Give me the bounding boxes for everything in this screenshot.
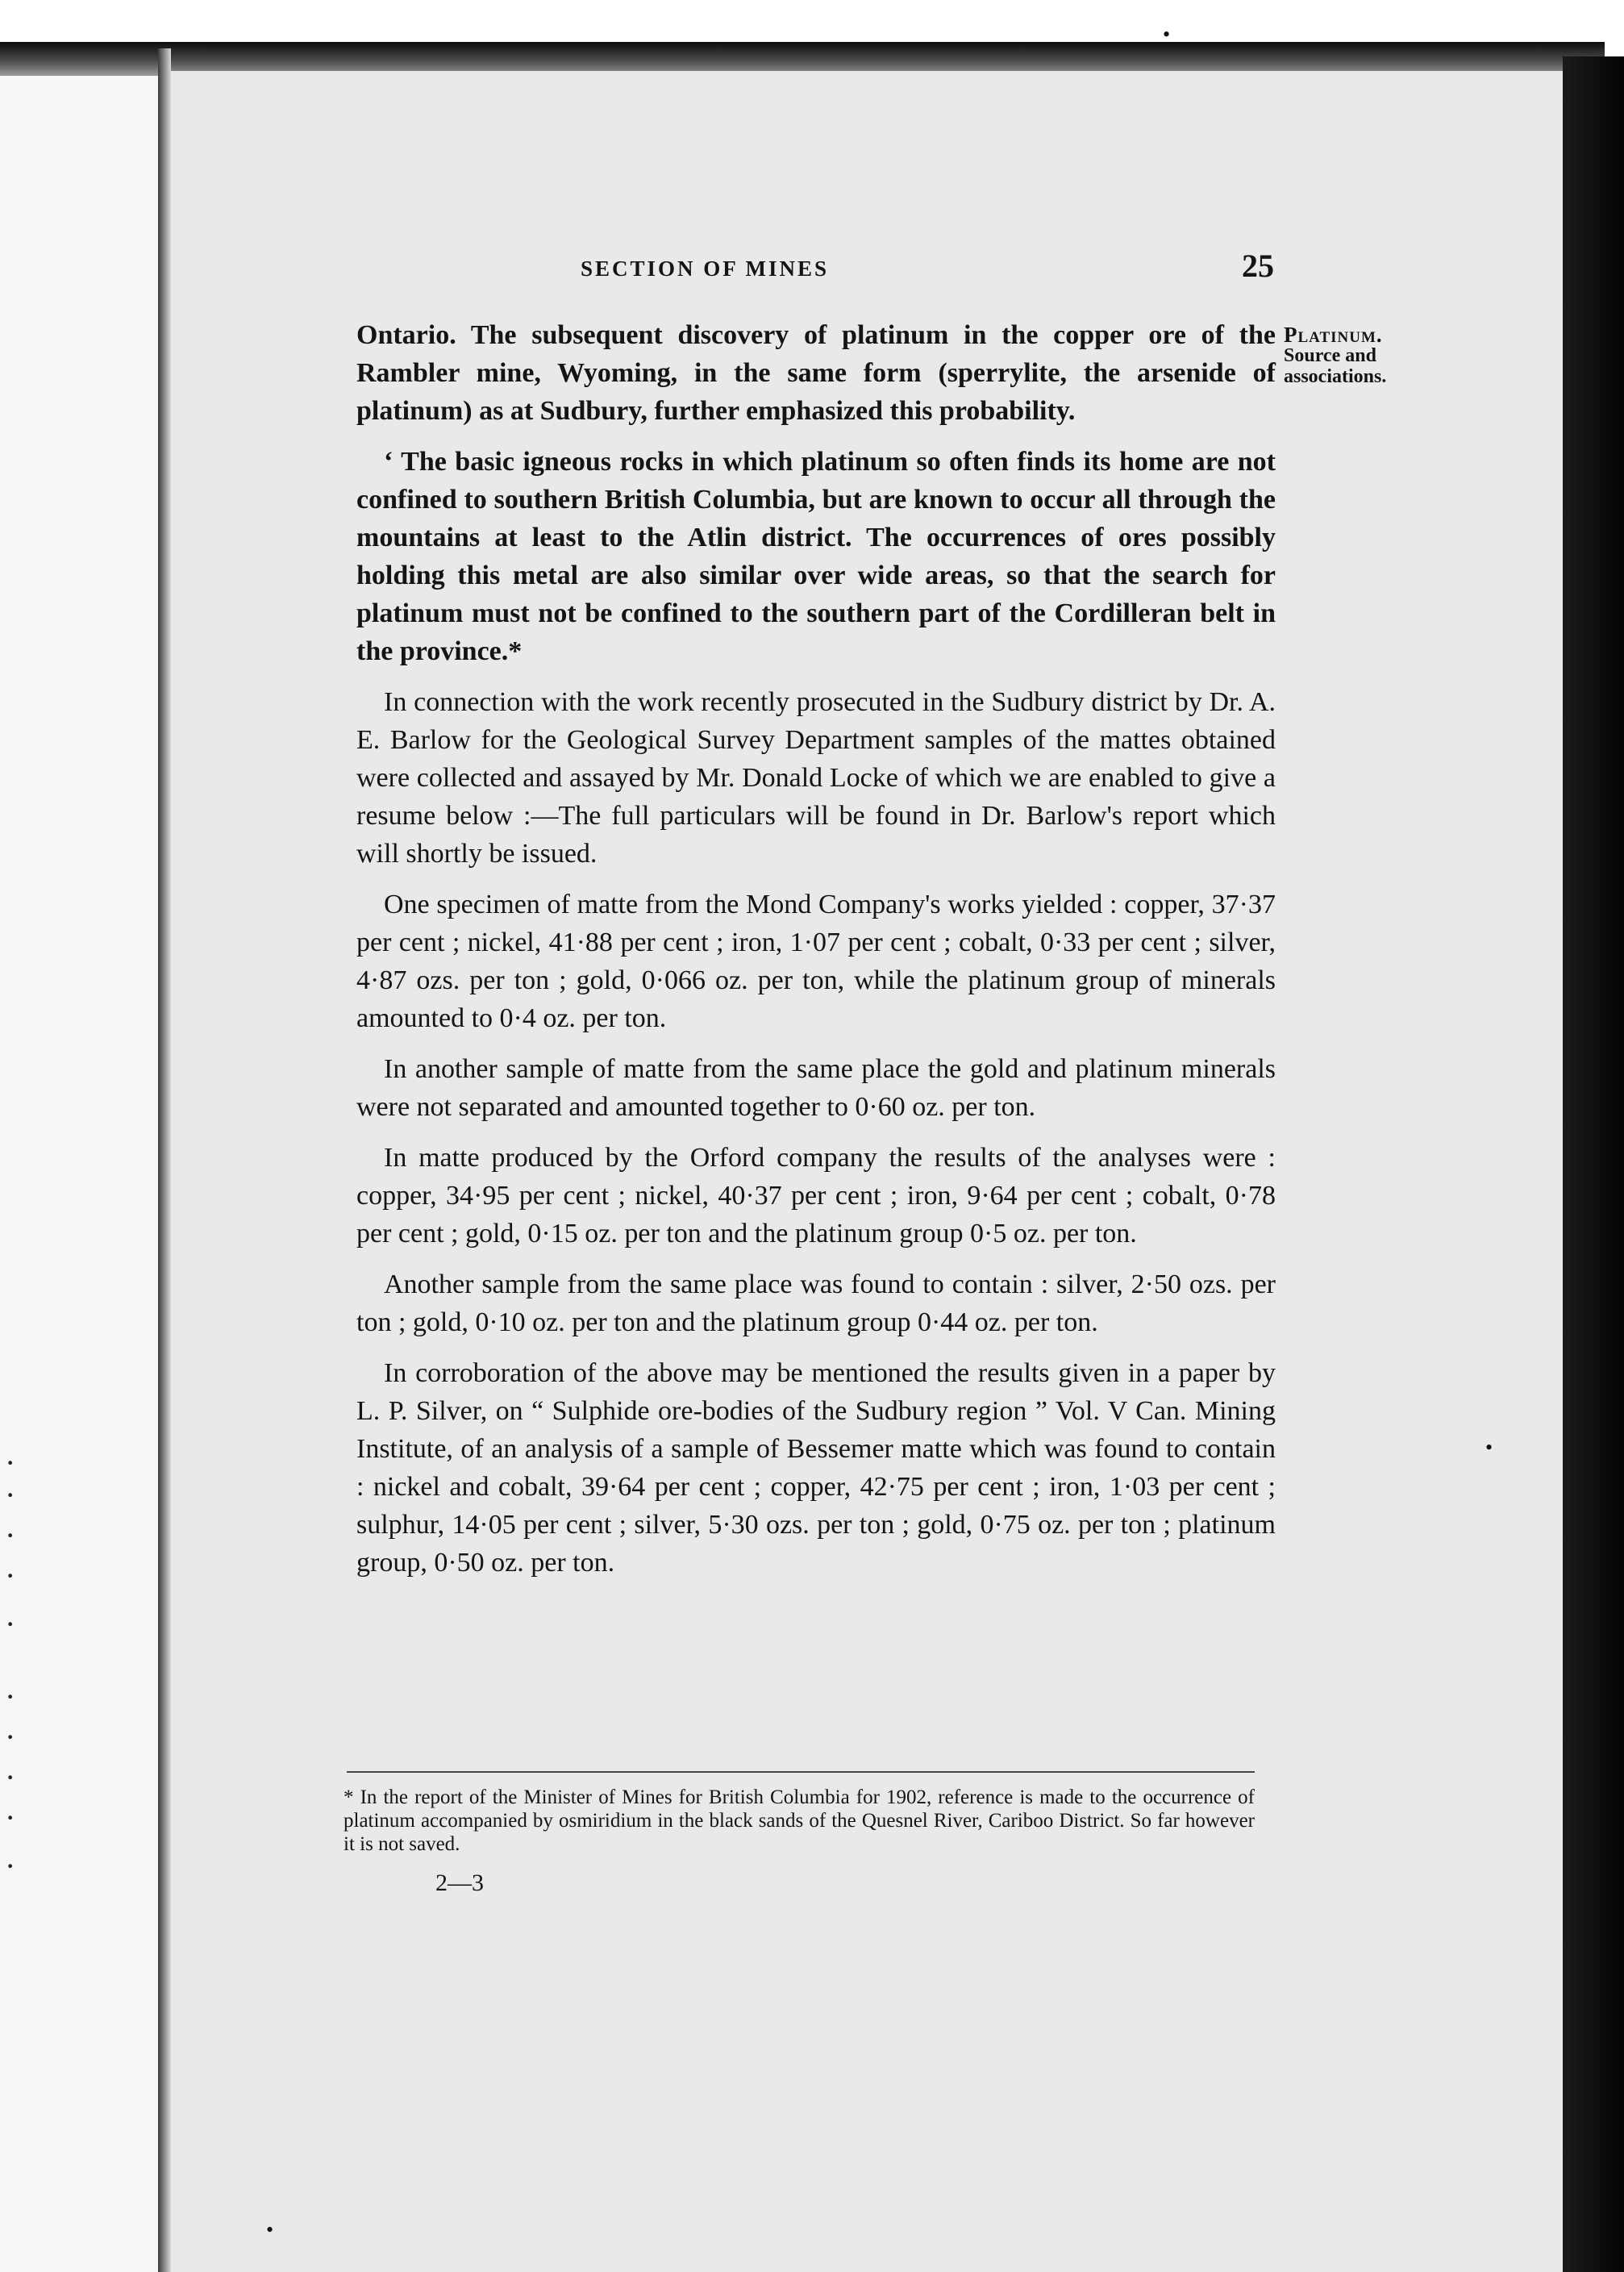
facing-page-fragment: ·: [5, 1678, 16, 1715]
paragraph: ‘ The basic igneous rocks in which platinum so often finds its home are not confined to southern British Columbia, but are known to occur all through the mountains at least to the Atlin district. The occurrences of ores possibly holding this metal are also similar over wide areas, so that the search for platinum must not be confined to the southern part of the Cordilleran belt in the province.*: [356, 447, 1276, 666]
paragraph: In connection with the work recently prosecuted in the Sudbury district by Dr. A. E. Barlow for the Geological Survey Department samples of the mattes obtained were collected and assayed by Mr. Donald Locke of which we are enabled to give a resume below :—The full particulars will be found in Dr. Barlow's report which will shortly be issued.: [356, 687, 1276, 869]
paragraph: In corroboration of the above may be mentioned the results given in a paper by L. P. Silver, on “ Sulphide ore-bodies of the Sudbury region ” Vol. V Can. Mining Institute, of an analysis of a sample of Bessemer matte which was found to contain : nickel and cobalt, 39·64 per cent ; copper, 42·75 per cent ; iron, 1·03 per cent ; sulphur, 14·05 per cent ; silver, 5·30 ozs. per ton ; gold, 0·75 oz. per ton ; platinum group, 0·50 oz. per ton.: [356, 1358, 1276, 1578]
facing-page-fragment: ·: [5, 1477, 16, 1513]
scan-right-shadow: [1563, 56, 1624, 2272]
book-gutter-edge: [158, 48, 171, 2272]
page-number: 25: [1242, 248, 1274, 284]
footnote: * In the report of the Minister of Mines for British Columbia for 1902, reference is made to the occurrence of platinum accompanied by osmiridium in the black sands of the Quesnel River, Cariboo District. So far however it is not saved.: [344, 1786, 1255, 1855]
facing-page-fragment: ·: [5, 1557, 16, 1594]
paragraph: Ontario. The subsequent discovery of platinum in the copper ore of the Rambler mine, Wyoming, in the same form (sperrylite, the arsenide of platinum) as at Sudbury, further emphasized this probability.: [356, 320, 1276, 426]
margin-note: [1284, 324, 1421, 387]
scan-speck: •: [1485, 1436, 1493, 1459]
scan-speck: •: [1163, 23, 1171, 46]
paragraph: Another sample from the same place was found to contain : silver, 2·50 ozs. per ton ; gold, 0·10 oz. per ton and the platinum group 0·44 oz. per ton.: [356, 1269, 1276, 1337]
facing-page-fragment: ·: [5, 1799, 16, 1836]
facing-page-fragment: ·: [5, 1848, 16, 1884]
paragraph: In matte produced by the Orford company the results of the analyses were : copper, 34·95 per cent ; nickel, 40·37 per cent ; iron, 9·64 per cent ; cobalt, 0·78 per cent ; gold, 0·15 oz. per ton and the platinum group 0·5 oz. per ton.: [356, 1143, 1276, 1249]
paragraph: In another sample of matte from the same place the gold and platinum minerals were not separated and amounted together to 0·60 oz. per ton.: [356, 1054, 1276, 1122]
paragraph: One specimen of matte from the Mond Company's works yielded : copper, 37·37 per cent ; nickel, 41·88 per cent ; iron, 1·07 per cent ; cobalt, 0·33 per cent ; silver, 4·87 ozs. per ton ; gold, 0·066 oz. per ton, while the platinum group of minerals amounted to 0·4 oz. per ton.: [356, 890, 1276, 1033]
facing-page-fragment: ·: [5, 1759, 16, 1795]
footnote-rule: [347, 1771, 1255, 1773]
facing-page-fragment: ·: [5, 1719, 16, 1755]
margin-note-subheading: Source and associations.: [1284, 345, 1387, 387]
facing-page-fragment: ·: [5, 1517, 16, 1553]
margin-note-heading: Platinum.: [1284, 323, 1383, 347]
body-text: [356, 316, 1276, 1595]
facing-page-edge: [0, 76, 165, 2272]
facing-page-fragment: ·: [5, 1444, 16, 1481]
facing-page-fragment: ·: [5, 1606, 16, 1642]
scan-speck: •: [266, 2218, 274, 2241]
running-title: SECTION OF MINES: [581, 256, 830, 281]
signature-mark: 2—3: [435, 1870, 484, 1896]
